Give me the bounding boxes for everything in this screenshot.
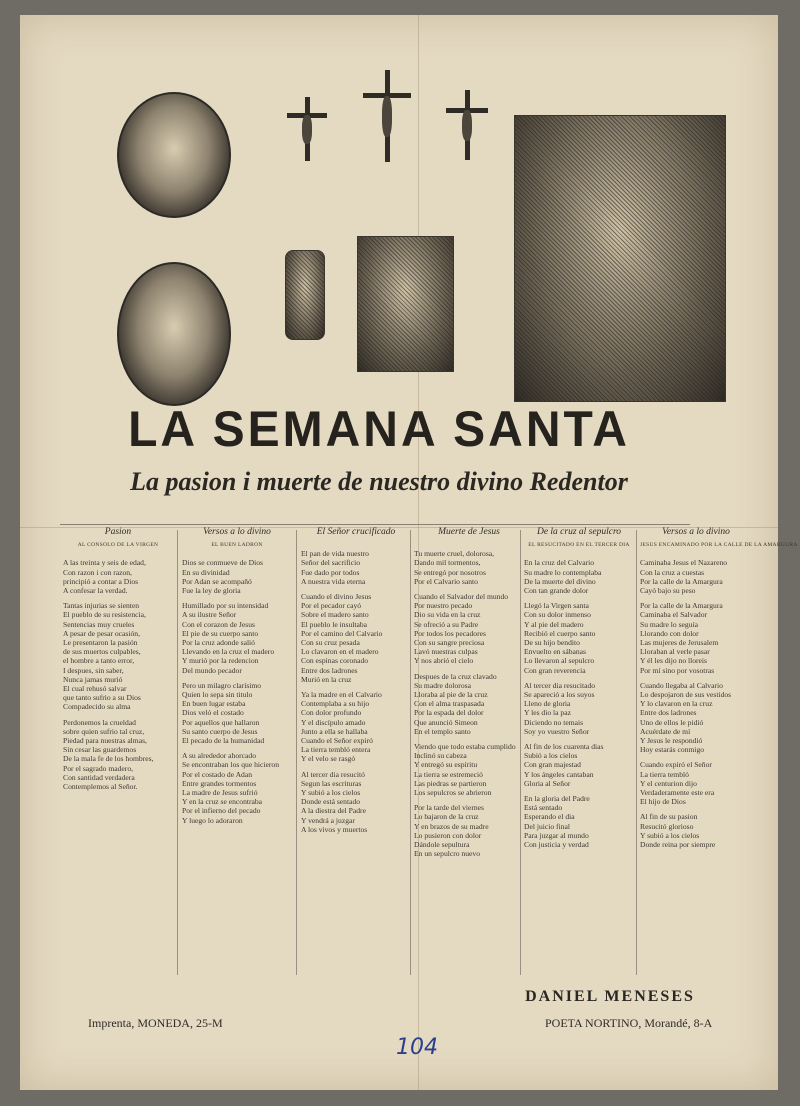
verse-line: Diciendo no temais [524,717,584,727]
verse-line: Entre dos ladrones [301,665,358,675]
verse-line: I despues, sin saber, [63,665,124,675]
verse-line: Cuando el Señor expiró [301,736,373,746]
verse-line: Lo despojaron de sus vestidos [640,690,732,700]
verse-line: Y el centurion dijo [640,778,697,788]
verse-line: Despues de la cruz clavado [414,671,497,681]
poem-column-heading: Pasion [104,527,132,537]
verse-line: Contemplemos al Señor. [63,782,138,792]
verse-line: Su madre lo contemplaba [524,567,602,577]
verse-line: Uno de ellos le pidió [640,717,704,727]
verse-line: Y lo clavaron en la cruz [640,699,713,709]
verse-line: Al fin de su pasion [640,812,698,822]
verse-line: que tanto sufrio a su Dios [63,693,141,703]
verse-line: A su alrededor ahorcado [182,751,257,761]
poem-column-heading: Versos a lo divino [203,527,271,537]
verse-line: En la gloria del Padre [524,794,590,804]
verse-line: De su hijo bendito [524,638,580,648]
verse-line: principió a contar a Dios [63,576,139,586]
poet-address: POETA NORTINO, Morandé, 8-A [545,1016,713,1030]
poem-verses [63,558,173,791]
verse-line: Se apareció a los suyos [524,690,595,700]
verse-line: A los vivos y muertos [301,824,368,834]
poem-column-5 [524,528,634,983]
printer-imprint: Imprenta, MONEDA, 25-M [88,1016,223,1030]
verse-line: Llorando con dolor [640,628,699,638]
poem-verses [414,549,524,858]
verse-line: Murió en la cruz [301,674,352,684]
verse-line: Las mujeres de Jerusalem [640,638,719,648]
verse-line: Para juzgar al mundo [524,830,589,840]
verse-line: Con razon i con razon, [63,567,132,577]
poem-verses [182,558,292,824]
verse-line: A la diestra del Padre [301,806,366,816]
verse-line: Con su sangre preciosa [414,638,485,648]
verse-line: Hoy estarás conmigo [640,745,705,755]
verse-line: Inclinó su cabeza [414,751,467,761]
poem-column-1 [63,528,173,983]
verse-line: Quien lo sepa sin titulo [182,690,253,700]
verse-line: Y nos abrió el cielo [414,656,474,666]
verse-line: Con espinas coronado [301,656,369,666]
verse-line: Lleno de gloria [524,699,571,709]
poem-verses [301,549,411,834]
verse-line: de sus muertos culpables, [63,647,141,657]
resurrection-scene-engraving [514,115,726,402]
verse-line: Con su dolor inmenso [524,610,591,620]
verse-line: Llegó la Virgen santa [524,601,589,611]
verse-line: Con el corazon de Jesus [182,619,255,629]
verse-line: Por el camino del Calvario [301,628,383,638]
handwritten-archive-number: 104 [396,1035,438,1060]
verse-line: A nuestra vida eterna [301,576,366,586]
verse-line: Por el pecador cayó [301,601,362,611]
verse-line: El pueblo le insultaba [301,619,368,629]
verse-line: La madre de Jesus sufrió [182,788,258,798]
author-name: DANIEL MENESES [525,988,695,1005]
verse-line: Y subió a los cielos [301,788,361,798]
verse-line: Perdonemos la crueldad [63,717,136,727]
verse-line: Lloraban al verle pasar [640,647,710,657]
verse-line: Que anunció Simeon [414,717,478,727]
verse-line: Su madre dolorosa [414,680,471,690]
verse-line: Y el velo se rasgó [301,754,356,764]
verse-line: El hijo de Dios [640,797,686,807]
verse-line: Envuelto en sábanas [524,647,586,657]
verse-line: Y Jesus le respondió [640,736,703,746]
verse-line: Donde está sentado [301,797,361,807]
verse-line: Lloraba al pie de la cruz [414,690,488,700]
verse-line: el hombre a tanto error, [63,656,135,666]
verse-line: De la mala fe de los hombres, [63,754,154,764]
verse-line: Por todos los pecadores [414,628,486,638]
verse-line: Y al pie del madero [524,619,584,629]
verse-line: Y vendrá a juzgar [301,815,355,825]
poem-column-heading: El Señor crucificado [316,527,396,537]
verse-line: Y el discípulo amado [301,717,366,727]
verse-line: Del juicio final [524,821,570,831]
verse-line: Se encontraban los que hicieron [182,760,279,770]
verse-line: En el templo santo [414,726,471,736]
verse-line: Y subió a los cielos [640,830,700,840]
verse-line: Las piedras se partieron [414,778,487,788]
verse-line: A su ilustre Señor [182,610,237,620]
verse-line: Humillado por su intensidad [182,601,269,611]
verse-line: Por la cruz adonde salió [182,638,255,648]
verse-line: Por la calle de la Amargura [640,601,723,611]
verse-line: Señor del sacrificio [301,558,361,568]
verse-line: Caminaba Jesus el Nazareno [640,558,728,568]
verse-line: Cuando el Salvador del mundo [414,592,509,602]
poem-column-subheading: EL BUEN LADRON [211,542,263,549]
verse-line: Tu muerte cruel, dolorosa, [414,549,495,559]
verse-line: Al tercer dia resucitó [301,769,365,779]
verse-line: Caminaba el Salvador [640,610,708,620]
verse-line: Y en la cruz se encontraba [182,797,263,807]
verse-line: Acuérdate de mí [640,726,691,736]
verse-line: Su madre lo seguía [640,619,698,629]
verse-line: Con tan grande dolor [524,586,589,596]
verse-line: Llevando en la cruz el madero [182,647,275,657]
verse-line: Con justicia y verdad [524,840,589,850]
verse-line: Dios se conmueve de Dios [182,558,263,568]
column-divider [410,530,411,975]
verse-line: Con el alma traspasada [414,699,485,709]
verse-line: Se ofreció a su Padre [414,619,479,629]
madonna-and-child-engraving [357,236,454,372]
verse-line: Con gran majestad [524,760,581,770]
verse-line: Le presentaron la pasión [63,638,138,648]
column-divider [520,530,521,975]
verse-line: Nunca jamas murió [63,674,123,684]
verse-line: Por Adan se acompañó [182,576,252,586]
poem-column-heading: Versos a lo divino [662,527,730,537]
verse-line: En la cruz del Calvario [524,558,595,568]
poem-column-subheading: EL RESUCITADO EN EL TERCER DIA [528,542,630,549]
verse-line: Por nuestro pecado [414,601,473,611]
verse-line: Fue la ley de gloria [182,586,241,596]
verse-line: Piedad para nuestras almas, [63,736,147,746]
column-divider [177,530,178,975]
verse-line: Y entregó su espíritu [414,760,478,770]
verse-line: Al fin de los cuarenta dias [524,742,604,752]
verse-line: Entre dos ladrones [640,708,697,718]
verse-line: Por la espada del dolor [414,708,484,718]
verse-line: Recibió el cuerpo santo [524,628,596,638]
verse-line: Cayó bajo su peso [640,586,696,596]
subtitle: La pasion i muerte de nuestro divino Redentor [130,467,628,496]
verse-line: En buen lugar estaba [182,699,246,709]
verse-line: Por aquellos que hallaron [182,717,260,727]
verse-line: Está sentado [524,803,563,813]
verse-line: Con santidad verdadera [63,772,135,782]
verse-line: El pie de su cuerpo santo [182,628,259,638]
verse-line: A las treinta y seis de edad, [63,558,146,568]
verse-line: Lavó nuestras culpas [414,647,478,657]
verse-line: La tierra tembló entera [301,745,371,755]
verse-line: Y los ángeles cantaban [524,769,594,779]
verse-line: Lo clavaron en el madero [301,647,379,657]
column-divider [296,530,297,975]
verse-line: Por mí sino por vosotras [640,665,715,675]
verse-line: Gloria al Señor [524,778,571,788]
verse-line: Su santo cuerpo de Jesus [182,726,258,736]
verse-line: Dios veló el costado [182,708,244,718]
verse-line: Dándole sepultura [414,840,470,850]
verse-line: Y él les dijo no lloreis [640,656,707,666]
poem-column-subheading: JESUS ENCAMINADO POR LA CALLE DE LA AMARGURA [640,542,798,549]
poem-column-6 [640,527,798,983]
verse-line: Lo pusieron con dolor [414,830,482,840]
verse-line: Pero un milagro clarísimo [182,680,262,690]
verse-line: Soy yo vuestro Señor [524,726,590,736]
verse-line: El pueblo de su resistencia, [63,610,146,620]
verse-line: En su divinidad [182,567,230,577]
saint-figure-engraving [285,250,325,340]
verse-line: Compadecido su alma [63,702,131,712]
verse-line: Junto a ella se hallaba [301,726,368,736]
verse-line: Sin cesar las guardemos [63,745,137,755]
verse-line: Del mundo pecador [182,665,242,675]
verse-line: Con gran reverencia [524,665,586,675]
poem-column-2 [182,528,292,983]
verse-line: El pecado de la humanidad [182,736,265,746]
right-crucifix-icon [446,90,488,160]
christ-crown-of-thorns-engraving [117,262,231,406]
verse-line: Subió a los cielos [524,751,578,761]
verse-line: Resucitó glorioso [640,821,694,831]
verse-line: Por el Calvario santo [414,576,478,586]
virgin-portrait-engraving [117,92,231,218]
poem-verses [524,558,634,849]
verse-line: A confesar la verdad. [63,586,128,596]
verse-line: Y les dio la paz [524,708,571,718]
main-title: LA SEMANA SANTA [128,401,630,458]
verse-line: Fue dado por todos [301,567,360,577]
verse-line: Con su cruz pesada [301,638,360,648]
verse-line: Viendo que todo estaba cumplido [414,742,516,752]
verse-line: Sobre el madero santo [301,610,369,620]
verse-line: Los sepulcros se abrieron [414,788,492,798]
verse-line: Y en brazos de su madre [414,821,489,831]
verse-line: El cual rehusó salvar [63,684,127,694]
left-crucifix-icon [287,97,327,161]
verse-line: Por la tarde del viernes [414,803,485,813]
verse-line: Dio su vida en la cruz [414,610,481,620]
verse-line: Por el costado de Adan [182,769,253,779]
verse-line: Lo bajaron de la cruz [414,812,479,822]
verse-line: Con dolor profundo [301,708,362,718]
verse-line: Con la cruz a cuestas [640,567,705,577]
verse-line: Contemplaba a su hijo [301,699,370,709]
verse-line: Cuando el divino Jesus [301,592,372,602]
poem-column-subheading: AL CONSOLO DE LA VIRGEN [77,542,159,549]
verse-line: Donde reina por siempre [640,840,716,850]
verse-line: Al tercer dia resucitado [524,680,596,690]
verse-line: Tantas injurias se sienten [63,601,140,611]
verse-line: De la muerte del divino [524,576,596,586]
verse-line: El pan de vida nuestro [301,549,369,559]
poem-column-4 [414,528,524,983]
verse-line: La tierra se estremeció [414,769,483,779]
verse-line: Cuando llegaba al Calvario [640,680,723,690]
verse-line: sobre quien sufrio tal cruz, [63,726,145,736]
verse-line: En un sepulcro nuevo [414,849,481,859]
verse-line: Entre grandes tormentos [182,778,257,788]
column-divider [636,530,637,975]
verse-line: Segun las escrituras [301,778,362,788]
verse-line: La tierra tembló [640,769,689,779]
verse-line: Y murió por la redencion [182,656,259,666]
poem-verses [640,558,752,849]
verse-line: Por el sagrado madero, [63,763,134,773]
center-crucifix-icon [363,70,411,162]
verse-line: Por la calle de la Amargura [640,576,723,586]
verse-line: Sentencias muy crueles [63,619,135,629]
verse-line: Esperando el dia [524,812,575,822]
verse-line: Cuando expiró el Señor [640,760,712,770]
poem-column-3 [301,528,411,983]
verse-line: A pesar de pesar ocasión, [63,628,140,638]
verse-line: Por el infierno del pecado [182,806,261,816]
verse-line: Se entregó por nosotros [414,567,486,577]
poem-column-heading: De la cruz al sepulcro [536,527,622,537]
verse-line: Lo llevaron al sepulcro [524,656,595,666]
poem-column-heading: Muerte de Jesus [438,527,500,537]
header-rule [60,524,690,525]
verse-line: Ya la madre en el Calvario [301,690,382,700]
verse-line: Y luego lo adoraron [182,815,243,825]
verse-line: Verdaderamente este era [640,788,715,798]
verse-line: Dando mil tormentos, [414,558,481,568]
